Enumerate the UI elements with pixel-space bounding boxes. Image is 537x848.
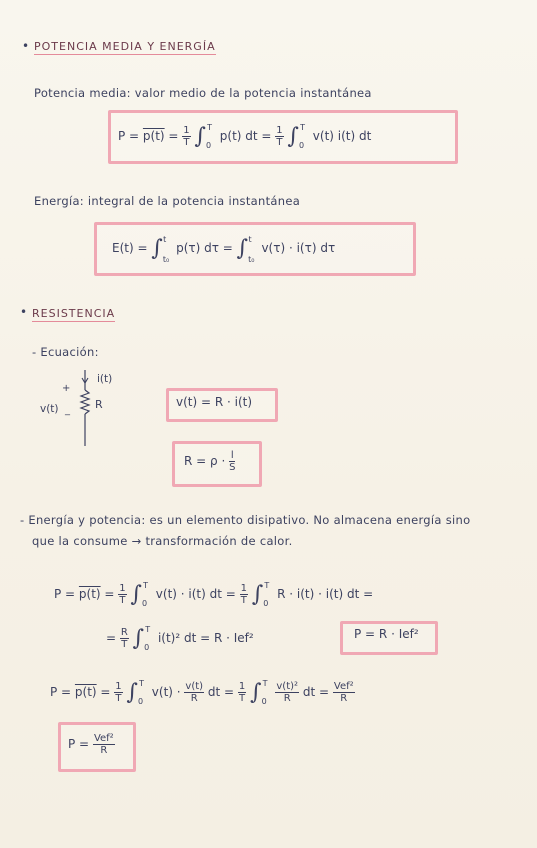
equation-p-vef: P = $\frac{\text{Vef²}}{R}$	[68, 733, 114, 756]
circuit-resistor-label: R	[95, 398, 103, 411]
bullet-dot: •	[22, 39, 30, 53]
resistor-symbol-icon	[76, 368, 94, 448]
equation-p-line1: P = p(t) = $\frac{1}{T}$ $\int_0^T$ v(t) · i(t) dt = $\frac{1}{T}$ $\int_0^T$ R · i(t) · i(t) dt =	[54, 581, 374, 608]
energia-label: Energía: integral de la potencia instantánea	[34, 194, 301, 208]
equation-energia: $E(t) = \int_{t_0}^t$ p(τ) $d\tau = \int_{t_0}^t$ v(τ) · i(τ) dτ	[112, 235, 336, 264]
circuit-minus: _	[65, 405, 70, 416]
circuit-current-label: i(t)	[97, 373, 113, 385]
section-title-potencia: POTENCIA MEDIA Y ENERGÍA	[34, 40, 216, 53]
equation-resistividad: R = ρ · $\frac{l}{S}$	[184, 450, 236, 473]
equation-ohm: v(t) = R · i(t)	[176, 395, 253, 409]
energia-potencia-line2: que la consume → transformación de calor.	[32, 534, 293, 548]
circuit-plus: +	[62, 383, 71, 394]
ecuacion-label: - Ecuación:	[32, 345, 99, 359]
energia-potencia-line1: - Energía y potencia: es un elemento disipativo. No almacena energía sino	[20, 513, 471, 527]
equation-p-line3: P = p(t) = $\frac{1}{T}$ $\int_0^T$ v(t) · $\frac{v(t)}{R}$ dt = $\frac{1}{T}$ $\int_0^T$ $\frac{\text{v(t)²}}{R}$ dt = $\frac{\text{Vef²}}{R}$	[50, 679, 354, 706]
section-title-resistencia: RESISTENCIA	[32, 307, 116, 320]
bullet-dot: •	[20, 305, 28, 319]
equation-p-line2: = $\frac{R}{T}$ $\int_0^T$ i(t)² dt = R · Ief²	[106, 625, 254, 652]
circuit-voltage-label: v(t)	[40, 403, 59, 415]
potencia-media-label: Potencia media: valor medio de la potencia instantánea	[34, 86, 372, 100]
equation-potencia-media: P = p(t) = $\frac{1}{T}$ $\int_0^T$ p(t) dt = $\frac{1}{T}$ $\int_0^T$ v(t) i(t) dt	[118, 123, 372, 150]
equation-p-rief: P = R · Ief²	[354, 627, 419, 641]
